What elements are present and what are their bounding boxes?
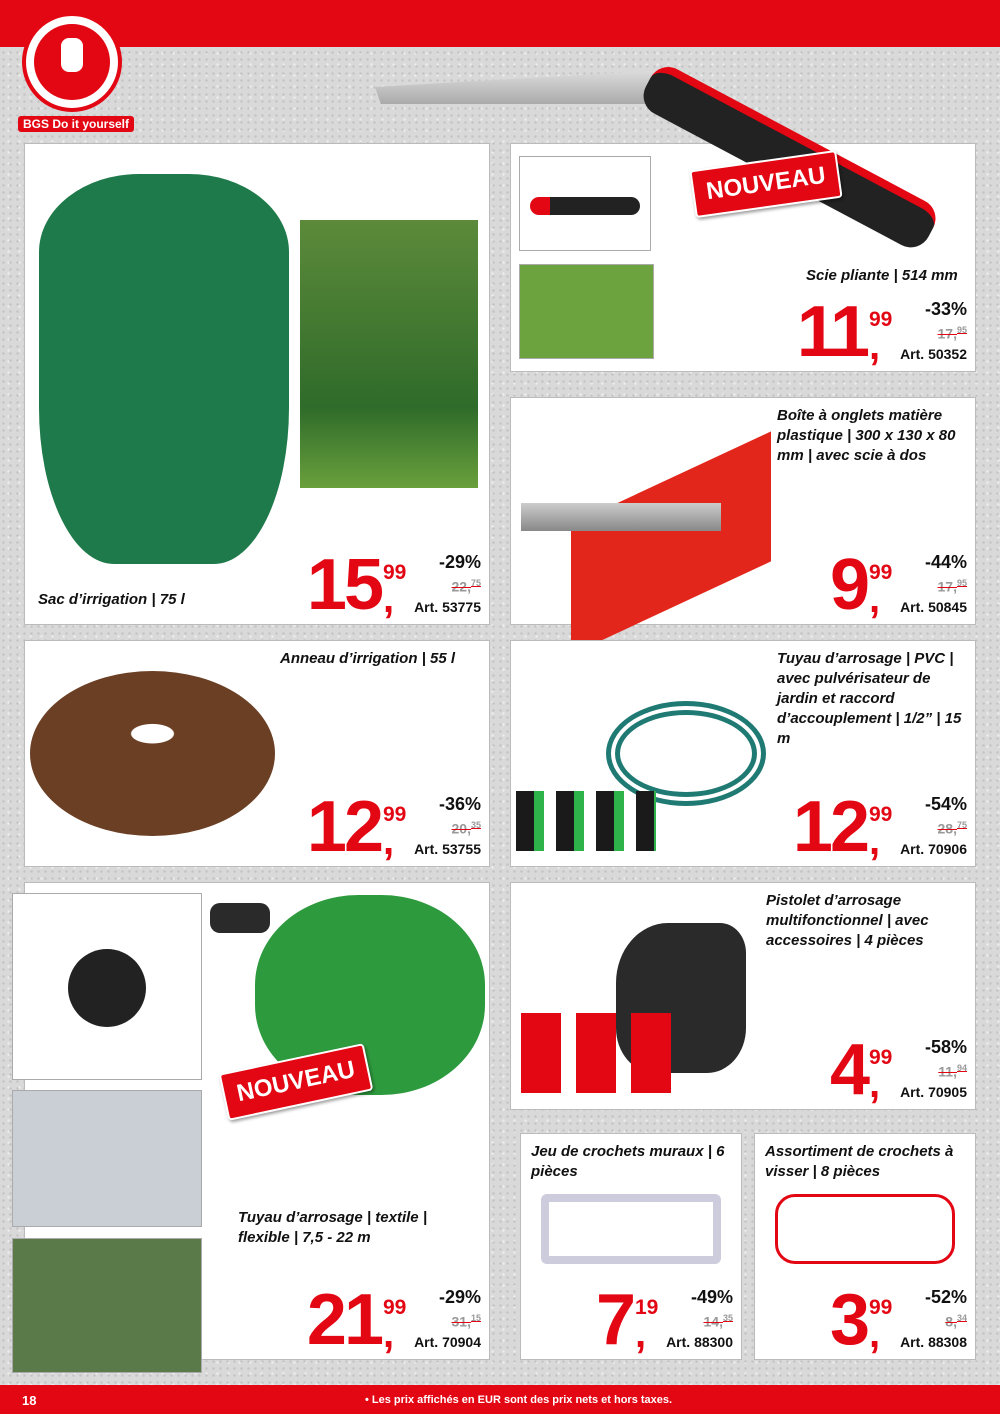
old-price: 20,35 (451, 820, 481, 837)
price-tag (796, 292, 967, 372)
discount-percent: -49% (690, 1287, 733, 1307)
article-number: Art. 50352 (900, 345, 967, 362)
price-comma: , (383, 577, 395, 621)
article-number: Art. 88300 (666, 1333, 733, 1350)
top-banner (0, 0, 1000, 47)
price-integer: 21 (306, 1280, 381, 1360)
price-integer: 15 (306, 545, 381, 625)
price-integer: 3 (829, 1280, 867, 1360)
old-price: 11,94 (938, 1063, 967, 1080)
product-card-wall-hooks (520, 1133, 742, 1360)
product-title: Assortiment de crochets à visser | 8 pièces (765, 1143, 954, 1180)
discount-percent: -33% (924, 299, 967, 319)
price-integer: 7 (595, 1280, 633, 1360)
folding-saw-image (375, 70, 665, 104)
old-price: 28,75 (937, 820, 967, 837)
article-number: Art. 70905 (900, 1083, 967, 1100)
fist-icon (61, 38, 83, 72)
price-comma: , (869, 324, 881, 368)
product-title: Tuyau d’arrosage | textile | flexible | 7,5 - 22 m (238, 1209, 428, 1246)
product-card-irrigation-bag (24, 143, 490, 625)
spray-nozzle-image (210, 903, 270, 933)
article-number: Art. 53755 (414, 840, 481, 857)
spray-patterns-photo (12, 893, 202, 1080)
article-number: Art. 70904 (414, 1333, 481, 1350)
price-cents: 99 (869, 1296, 893, 1319)
price-tag (829, 545, 967, 625)
price-tag (829, 1280, 967, 1360)
product-title: Jeu de crochets muraux | 6 pièces (531, 1143, 725, 1180)
price-tag (306, 1280, 481, 1360)
discount-percent: -44% (924, 552, 967, 572)
bgs-logo (22, 12, 122, 112)
product-card-screw-hooks (754, 1133, 976, 1360)
old-price: 14,35 (703, 1313, 733, 1330)
product-title: Pistolet d’arrosage multifonctionnel | avec accessoires | 4 pièces (766, 892, 929, 949)
price-tag (306, 787, 481, 867)
product-title: Scie pliante | 514 mm (806, 267, 958, 284)
price-tag (792, 787, 967, 867)
irrigation-bag-image (39, 174, 289, 564)
price-cents: 99 (869, 561, 893, 584)
price-cents: 99 (869, 803, 893, 826)
product-title: Boîte à onglets matière plastique | 300 x 130 x 80 mm | avec scie à dos (777, 407, 956, 464)
discount-percent: -52% (924, 1287, 967, 1307)
price-cents: 99 (383, 803, 407, 826)
price-integer: 12 (306, 787, 381, 867)
product-card-mitre-box (510, 397, 976, 625)
price-comma: , (869, 819, 881, 863)
discount-percent: -36% (438, 794, 481, 814)
new-badge: NOUVEAU (219, 1043, 374, 1121)
price-cents: 19 (635, 1296, 659, 1319)
discount-percent: -58% (924, 1037, 967, 1057)
tree-photo (300, 220, 478, 488)
price-comma: , (383, 819, 395, 863)
price-cents: 99 (869, 1046, 893, 1069)
old-price: 17,95 (937, 325, 967, 342)
price-disclaimer: • Les prix affichés en EUR sont des prix nets et hors taxes. (365, 1394, 673, 1406)
discount-percent: -54% (924, 794, 967, 814)
hose-connectors-image (516, 791, 656, 851)
price-comma: , (869, 1312, 881, 1356)
footer-bar (0, 1385, 1000, 1414)
price-cents: 99 (383, 561, 407, 584)
price-integer: 12 (792, 787, 867, 867)
price-integer: 4 (829, 1030, 867, 1110)
price-comma: , (635, 1312, 647, 1356)
product-card-spray-gun (510, 882, 976, 1110)
back-saw-image (521, 503, 721, 531)
saw-folded-photo (519, 156, 651, 251)
old-price: 8,34 (945, 1313, 967, 1330)
spray-in-use-photo (12, 1238, 202, 1373)
article-number: Art. 70906 (900, 840, 967, 857)
article-number: Art. 50845 (900, 598, 967, 615)
hose-connector-photo (12, 1090, 202, 1227)
old-price: 17,95 (937, 578, 967, 595)
wall-hooks-image (541, 1194, 721, 1264)
old-price: 22,75 (451, 578, 481, 595)
article-number: Art. 88308 (900, 1333, 967, 1350)
price-integer: 9 (829, 545, 867, 625)
product-card-pvc-hose (510, 640, 976, 867)
page-number: 18 (22, 1393, 37, 1408)
old-price: 31,15 (451, 1313, 481, 1330)
screw-hooks-image (775, 1194, 955, 1264)
logo-text: BGS Do it yourself (18, 116, 134, 132)
price-comma: , (869, 1062, 881, 1106)
mitre-box-image (571, 431, 771, 654)
discount-percent: -29% (438, 1287, 481, 1307)
price-tag (306, 545, 481, 625)
new-badge: NOUVEAU (689, 150, 842, 218)
price-comma: , (869, 577, 881, 621)
price-tag (595, 1280, 733, 1360)
price-tag (829, 1030, 967, 1110)
spray-gun-accessories-image (521, 1013, 681, 1093)
price-comma: , (383, 1312, 395, 1356)
article-number: Art. 53775 (414, 598, 481, 615)
saw-in-use-photo (519, 264, 654, 359)
price-integer: 11 (796, 292, 867, 372)
discount-percent: -29% (438, 552, 481, 572)
price-cents: 99 (869, 308, 893, 331)
product-title: Tuyau d’arrosage | PVC | avec pulvérisateur de jardin et raccord d’accouplement | 1/2” | 15 m (777, 650, 962, 747)
price-cents: 99 (383, 1296, 407, 1319)
irrigation-ring-image (30, 671, 275, 836)
product-title: Anneau d’irrigation | 55 l (280, 650, 456, 667)
product-title: Sac d’irrigation | 75 l (38, 591, 185, 608)
product-card-irrigation-ring (24, 640, 490, 867)
